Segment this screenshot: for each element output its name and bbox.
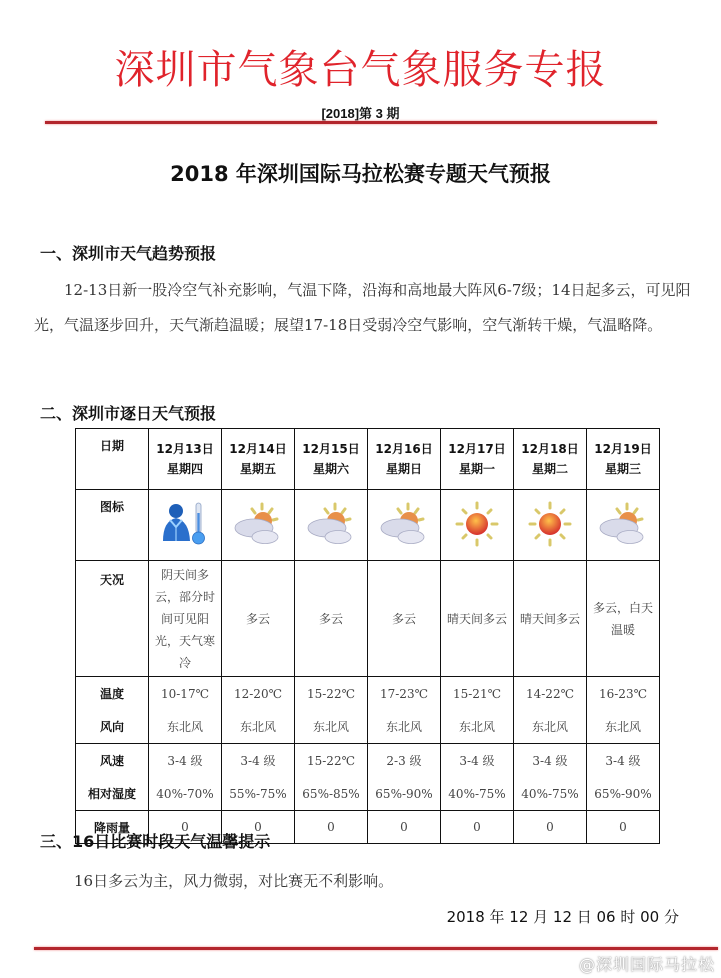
row-label-wind-direction: 风向: [76, 710, 149, 744]
icon-cell: [222, 490, 295, 561]
wind-direction-cell: 东北风: [222, 710, 295, 744]
date-text: 12月15日: [302, 442, 360, 456]
wind-direction-cell: 东北风: [587, 710, 660, 744]
table-row-icon: [76, 490, 660, 561]
rainfall-cell: 0: [295, 811, 368, 844]
condition-cell: [149, 561, 222, 677]
weekday-text: 星期四: [166, 462, 203, 476]
date-cell: [587, 429, 660, 490]
date-cell: [149, 429, 222, 490]
condition-cell: [514, 561, 587, 677]
temperature-cell: 10-17℃: [149, 677, 222, 711]
date-text: 12月17日: [448, 442, 506, 456]
row-label-humidity: 相对湿度: [76, 777, 149, 811]
condition-text: 多云，白天温暖: [593, 600, 654, 637]
wind-speed-cell: 3-4 级: [587, 744, 660, 778]
date-cell: [368, 429, 441, 490]
date-cell: [222, 429, 295, 490]
sunny-icon: [524, 501, 576, 547]
rainfall-cell: 0: [149, 811, 222, 844]
partly-cloudy-icon: [305, 501, 357, 547]
weibo-watermark: @深圳国际马拉松: [578, 955, 715, 974]
wind-speed-cell: 3-4 级: [441, 744, 514, 778]
icon-cell: [514, 490, 587, 561]
condition-cell: [222, 561, 295, 677]
wind-speed-cell: 15-22℃: [295, 744, 368, 778]
rainfall-cell: 0: [222, 811, 295, 844]
partly-cloudy-icon: [597, 501, 649, 547]
row-label-icon: 图标: [76, 490, 149, 561]
condition-cell: [441, 561, 514, 677]
date-text: 12月13日: [156, 442, 214, 456]
condition-cell: [295, 561, 368, 677]
cold-weather-icon: [159, 501, 211, 547]
wind-direction-cell: 东北风: [441, 710, 514, 744]
partly-cloudy-icon: [378, 501, 430, 547]
icon-cell: [368, 490, 441, 561]
temperature-cell: 15-21℃: [441, 677, 514, 711]
date-text: 12月14日: [229, 442, 287, 456]
table-row-temperature: [76, 677, 660, 711]
weekday-text: 星期一: [458, 462, 495, 476]
date-cell: [514, 429, 587, 490]
temperature-cell: 16-23℃: [587, 677, 660, 711]
sunny-icon: [451, 501, 503, 547]
masthead-title: 深圳市气象台气象服务专报: [114, 47, 607, 93]
section1-body: 12-13日新一股冷空气补充影响，气温下降，沿海和高地最大阵风6-7级；14日起多云，可见阳光，气温逐步回升，天气渐趋温暖；展望17-18日受弱冷空气影响，空气渐转干燥，气温略降。: [34, 281, 691, 334]
table-row-wind-speed: [76, 744, 660, 778]
row-label-date: 日期: [76, 429, 149, 490]
row-label-wind-speed: 风速: [76, 744, 149, 778]
date-text: 12月19日: [594, 442, 652, 456]
wind-speed-cell: 3-4 级: [222, 744, 295, 778]
daily-forecast-table: [75, 428, 660, 844]
condition-text: 晴天间多云: [446, 611, 507, 626]
wind-speed-cell: 3-4 级: [149, 744, 222, 778]
temperature-cell: 15-22℃: [295, 677, 368, 711]
humidity-cell: 55%-75%: [222, 777, 295, 811]
condition-text: 阴天间多云，部分时间可见阳光，天气寒冷: [155, 567, 216, 670]
wind-speed-cell: 3-4 级: [514, 744, 587, 778]
humidity-cell: 40%-75%: [441, 777, 514, 811]
condition-cell: [587, 561, 660, 677]
humidity-cell: 65%-90%: [587, 777, 660, 811]
partly-cloudy-icon: [232, 501, 284, 547]
icon-cell: [587, 490, 660, 561]
table-row-date: [76, 429, 660, 490]
icon-cell: [441, 490, 514, 561]
condition-text: 多云: [245, 611, 270, 626]
weekday-text: 星期二: [531, 462, 568, 476]
condition-text: 晴天间多云: [519, 611, 580, 626]
date-text: 12月16日: [375, 442, 433, 456]
temperature-cell: 14-22℃: [514, 677, 587, 711]
wind-direction-cell: 东北风: [368, 710, 441, 744]
document-title: 2018 年深圳国际马拉松赛专题天气预报: [170, 162, 551, 186]
rainfall-cell: 0: [514, 811, 587, 844]
weekday-text: 星期五: [239, 462, 276, 476]
date-cell: [295, 429, 368, 490]
condition-text: 多云: [318, 611, 343, 626]
header-divider: [45, 121, 657, 124]
date-text: 12月18日: [521, 442, 579, 456]
humidity-cell: 65%-90%: [368, 777, 441, 811]
humidity-cell: 40%-70%: [149, 777, 222, 811]
humidity-cell: 40%-75%: [514, 777, 587, 811]
weekday-text: 星期三: [604, 462, 641, 476]
weekday-text: 星期六: [312, 462, 349, 476]
row-label-temperature: 温度: [76, 677, 149, 711]
section3-heading: 三、16日比赛时段天气温馨提示: [40, 832, 271, 851]
section3-body: 16日多云为主，风力微弱，对比赛无不利影响。: [74, 872, 394, 890]
condition-text: 多云: [391, 611, 416, 626]
row-label-condition: 天况: [76, 561, 149, 677]
temperature-cell: 12-20℃: [222, 677, 295, 711]
section1-heading: 一、深圳市天气趋势预报: [40, 244, 217, 263]
table-row-condition: [76, 561, 660, 677]
footer-divider: [34, 947, 718, 950]
wind-direction-cell: 东北风: [295, 710, 368, 744]
rainfall-cell: 0: [587, 811, 660, 844]
table-row-humidity: [76, 777, 660, 811]
issued-timestamp: 2018 年 12 月 12 日 06 时 00 分: [446, 908, 679, 926]
date-cell: [441, 429, 514, 490]
rainfall-cell: 0: [368, 811, 441, 844]
icon-cell: [295, 490, 368, 561]
temperature-cell: 17-23℃: [368, 677, 441, 711]
row-label-rainfall: 降雨量: [76, 811, 149, 844]
weekday-text: 星期日: [385, 462, 422, 476]
condition-cell: [368, 561, 441, 677]
issue-number: [2018]第 3 期: [321, 106, 400, 121]
wind-direction-cell: 东北风: [149, 710, 222, 744]
wind-speed-cell: 2-3 级: [368, 744, 441, 778]
section2-heading: 二、深圳市逐日天气预报: [40, 404, 217, 423]
wind-direction-cell: 东北风: [514, 710, 587, 744]
table-row-wind-direction: [76, 710, 660, 744]
rainfall-cell: 0: [441, 811, 514, 844]
icon-cell: [149, 490, 222, 561]
humidity-cell: 65%-85%: [295, 777, 368, 811]
